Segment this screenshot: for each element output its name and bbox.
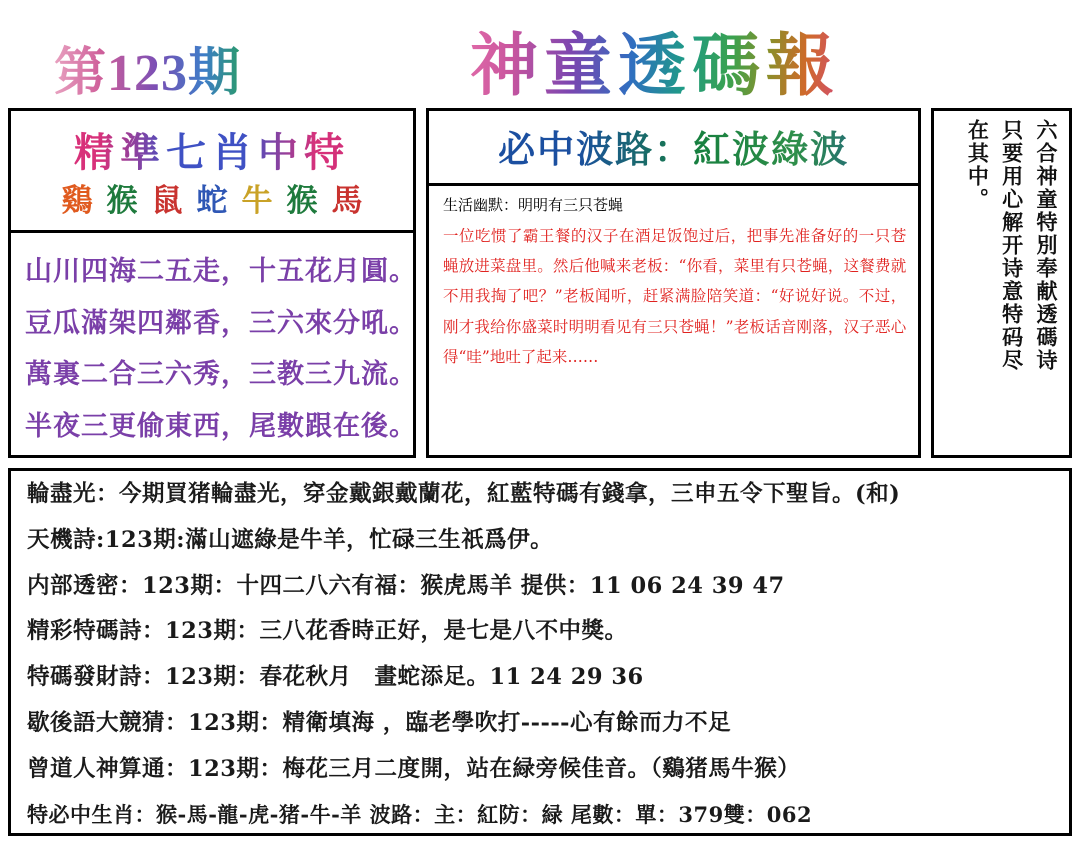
zodiac-animal: 牛 [241,183,273,219]
wave-path-title: 必中波路：紅波綠波 [429,111,918,186]
humor-text: 一位吃惯了霸王餐的汉子在酒足饭饱过后，把事先准备好的一只苍蝇放进菜盘里。然后他喊来老板：“你看，菜里有只苍蝇，这餐费就不用我掏了吧？”老板闻听，赶紧满脸陪笑道：“好说好说。不过，刚才我给你盛菜时明明看见有三只苍蝇！”老板话音刚落，汉子恶心得“哇”地吐了起来…… [443,227,907,366]
bottom-row: 天機詩:123期:滿山遮綠是牛羊，忙碌三生祇爲伊。 [27,526,554,553]
bottom-row: 曾道人神算通：123期：梅花三月二度開，站在緑旁候佳音。（鷄猪馬牛猴） [27,755,801,782]
zodiac-animal: 猴 [106,183,138,219]
left-panel-top [11,111,413,233]
left-panel-poem [11,233,417,455]
top-band [8,108,1072,458]
poem-line: 半夜三更偷東西，尾數跟在後。 [25,410,417,442]
zodiac-animal: 馬 [331,183,363,219]
bottom-row: 内部透密：123期：十四二八六有福：猴虎馬羊 提供：11 06 24 39 47 [27,572,785,599]
zodiac-animal: 蛇 [196,183,228,219]
vertical-text-column-1: 六合神童特別奉献透碼诗 [1034,119,1059,372]
left-panel-title: 精準七肖中特 [11,121,413,178]
issue-number: 第123期 [54,30,241,105]
middle-panel [426,108,921,458]
zodiac-animal: 猴 [286,183,318,219]
zodiac-animal: 鷄 [61,183,93,219]
vertical-text-column-2: 只要用心解开诗意特码尽 [999,119,1025,372]
poem-line: 萬裏二合三六秀，三教三九流。 [25,359,417,391]
bottom-row: 輪盡光：今期買猪輪盡光，穿金戴銀戴蘭花，紅藍特碼有錢拿，三申五令下聖旨。(和) [27,481,901,507]
zodiac-animal-row [11,184,413,220]
humor-section [429,186,918,455]
bottom-row: 特碼發財詩：123期：春花秋月 畫蛇添足。11 24 29 36 [27,664,644,691]
bottom-row: 歇後語大競猜：123期：精衛填海 ，臨老學吹打-----心有餘而力不足 [27,710,731,737]
bottom-row: 精彩特碼詩：123期：三八花香時正好，是七是八不中獎。 [27,618,628,645]
poem-line: 豆瓜滿架四鄰香，三六來分吼。 [25,307,417,339]
vertical-text-column-3: 在其中。 [965,119,991,211]
bottom-row: 特必中生肖：猴-馬-龍-虎-猪-牛-羊 波路：主：紅防：緑 尾數：單：379雙：062 [27,801,813,827]
page-header [0,0,1080,108]
humor-title: 生活幽默：明明有三只苍蝇 [443,196,624,214]
zodiac-animal: 鼠 [151,183,183,219]
poem-line: 山川四海二五走，十五花月圓。 [25,255,417,287]
bottom-panel [8,468,1072,836]
masthead-title: 神童透碼報 [470,12,840,109]
right-panel [931,108,1072,458]
left-panel [8,108,416,458]
